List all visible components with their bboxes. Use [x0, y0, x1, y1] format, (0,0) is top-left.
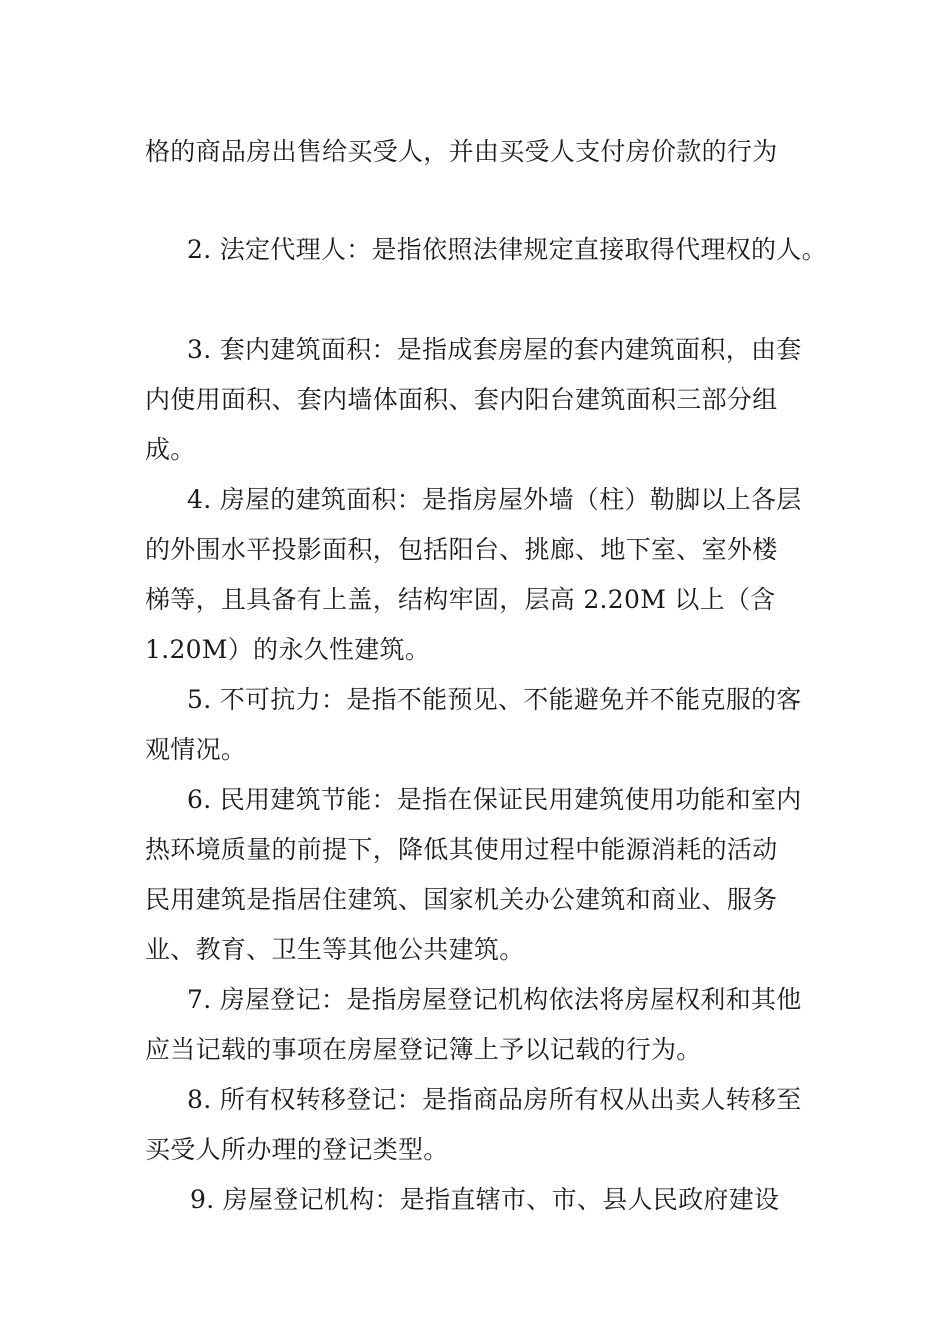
text-line-1: 格的商品房出售给买受人，并由买受人支付房价款的行为 — [145, 137, 778, 166]
definition-2-line-1: 2. 法定代理人：是指依照法律规定直接取得代理权的人。 — [187, 235, 827, 264]
definition-8-line-1: 8. 所有权转移登记：是指商品房所有权从出卖人转移至 — [187, 1085, 802, 1114]
definition-7-line-2: 应当记载的事项在房屋登记簿上予以记载的行为。 — [145, 1035, 702, 1064]
definition-3-line-2: 内使用面积、套内墙体面积、套内阳台建筑面积三部分组 — [145, 385, 778, 414]
definition-9-line-1: 9. 房屋登记机构：是指直辖市、市、县人民政府建设 — [190, 1185, 780, 1214]
definition-3-line-1: 3. 套内建筑面积：是指成套房屋的套内建筑面积，由套 — [187, 335, 802, 364]
definition-4-line-2: 的外围水平投影面积，包括阳台、挑廊、地下室、室外楼 — [145, 535, 778, 564]
definition-6-line-1: 6. 民用建筑节能：是指在保证民用建筑使用功能和室内 — [187, 785, 802, 814]
definition-6-line-3: 民用建筑是指居住建筑、国家机关办公建筑和商业、服务 — [145, 885, 778, 914]
definition-3-line-3: 成。 — [145, 435, 196, 464]
definition-5-line-1: 5. 不可抗力：是指不能预见、不能避免并不能克服的客 — [187, 685, 802, 714]
definition-5-line-2: 观情况。 — [145, 735, 247, 764]
definition-6-line-4: 业、教育、卫生等其他公共建筑。 — [145, 935, 525, 964]
definition-4-line-1: 4. 房屋的建筑面积：是指房屋外墙（柱）勒脚以上各层 — [187, 485, 802, 514]
definition-4-line-4: 1.20M）的永久性建筑。 — [145, 635, 431, 664]
definition-6-line-2: 热环境质量的前提下，降低其使用过程中能源消耗的活动 — [145, 835, 778, 864]
definition-4-line-3: 梯等，且具备有上盖，结构牢固，层高 2.20M 以上（含 — [145, 585, 776, 614]
definition-8-line-2: 买受人所办理的登记类型。 — [145, 1135, 449, 1164]
definition-7-line-1: 7. 房屋登记：是指房屋登记机构依法将房屋权利和其他 — [187, 985, 802, 1014]
